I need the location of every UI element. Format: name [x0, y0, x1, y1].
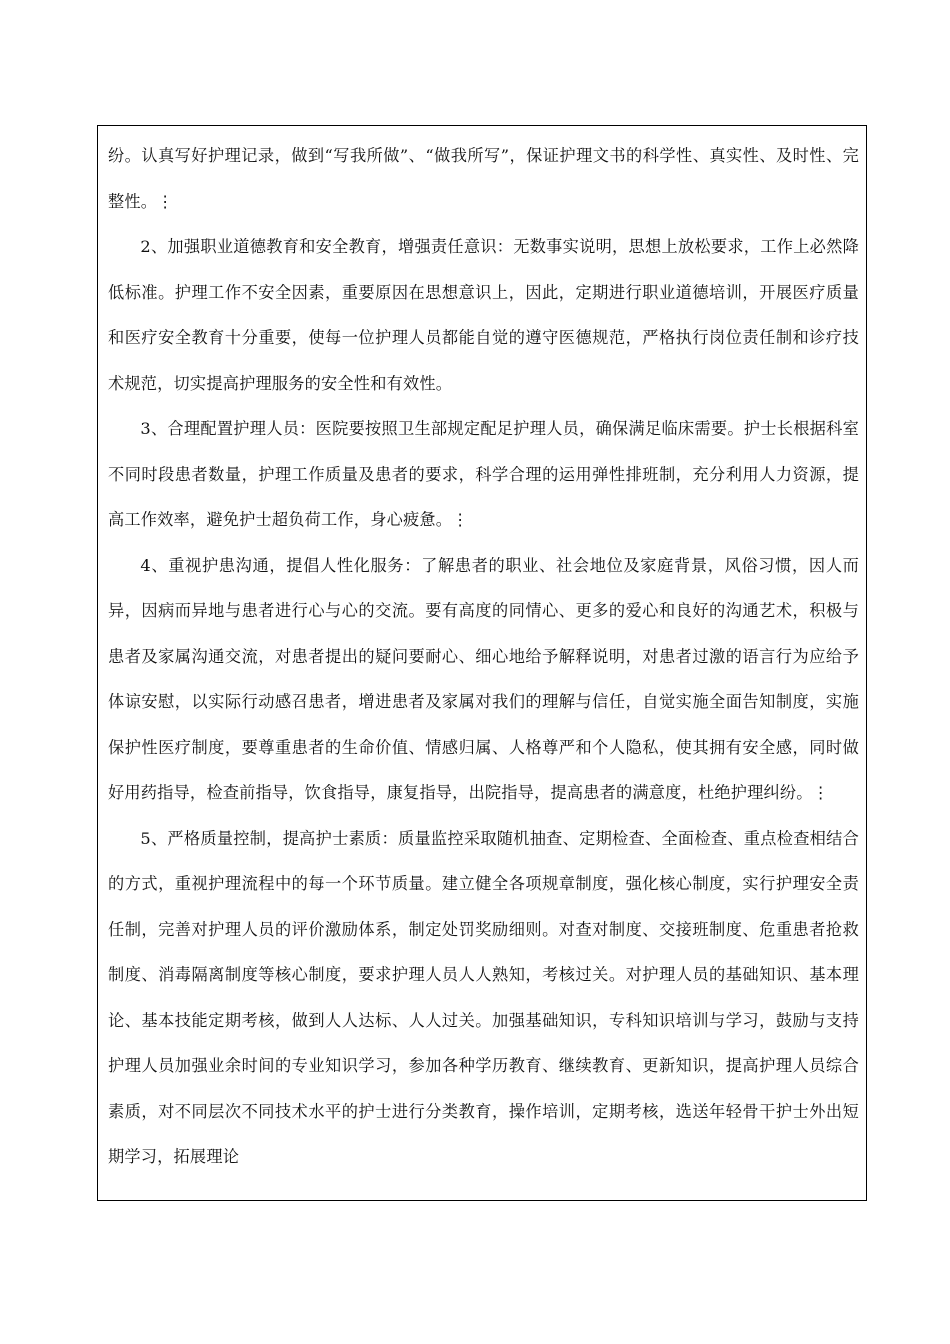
paragraph-staffing: 3、合理配置护理人员：医院要按照卫生部规定配足护理人员，确保满足临床需要。护士长根据科室不同时段患者数量，护理工作质量及患者的要求，科学合理的运用弹性排班制，充分利用人力资源，提高工作效率，避免护士超负荷工作，身心疲惫。⋮: [108, 419, 859, 529]
paragraph-continuation: 纷。认真写好护理记录，做到“写我所做”、“做我所写”，保证护理文书的科学性、真实性、及时性、完整性。⋮: [108, 146, 859, 211]
document-body: [108, 133, 859, 1180]
paragraph-quality-control: 5、严格质量控制，提高护士素质：质量监控采取随机抽查、定期检查、全面检查、重点检查相结合的方式，重视护理流程中的每一个环节质量。建立健全各项规章制度，强化核心制度，实行护理安全责任制，完善对护理人员的评价激励体系，制定处罚奖励细则。对查对制度、交接班制度、危重患者抢救制度、消毒隔离制度等核心制度，要求护理人员人人熟知，考核过关。对护理人员的基础知识、基本理论、基本技能定期考核，做到人人达标、人人过关。加强基础知识，专科知识培训与学习，鼓励与支持护理人员加强业余时间的专业知识学习，参加各种学历教育、继续教育、更新知识，提高护理人员综合素质，对不同层次不同技术水平的护士进行分类教育，操作培训，定期考核，选送年轻骨干护士外出短期学习，拓展理论: [108, 828, 859, 1166]
document-frame: [97, 125, 867, 1201]
paragraph-communication: 4、重视护患沟通，提倡人性化服务：了解患者的职业、社会地位及家庭背景，风俗习惯，因人而异，因病而异地与患者进行心与心的交流。要有高度的同情心、更多的爱心和良好的沟通艺术，积极与患者及家属沟通交流，对患者提出的疑问要耐心、细心地给予解释说明，对患者过激的语言行为应给予体谅安慰，以实际行动感召患者，增进患者及家属对我们的理解与信任，自觉实施全面告知制度，实施保护性医疗制度，要尊重患者的生命价值、情感归属、人格尊严和个人隐私，使其拥有安全感，同时做好用药指导，检查前指导，饮食指导，康复指导，出院指导，提高患者的满意度，杜绝护理纠纷。⋮: [108, 555, 859, 802]
paragraph-ethics-education: 2、加强职业道德教育和安全教育，增强责任意识：无数事实说明，思想上放松要求，工作上必然降低标准。护理工作不安全因素，重要原因在思想意识上，因此，定期进行职业道德培训，开展医疗质量和医疗安全教育十分重要，使每一位护理人员都能自觉的遵守医德规范，严格执行岗位责任制和诊疗技术规范，切实提高护理服务的安全性和有效性。: [108, 237, 859, 393]
